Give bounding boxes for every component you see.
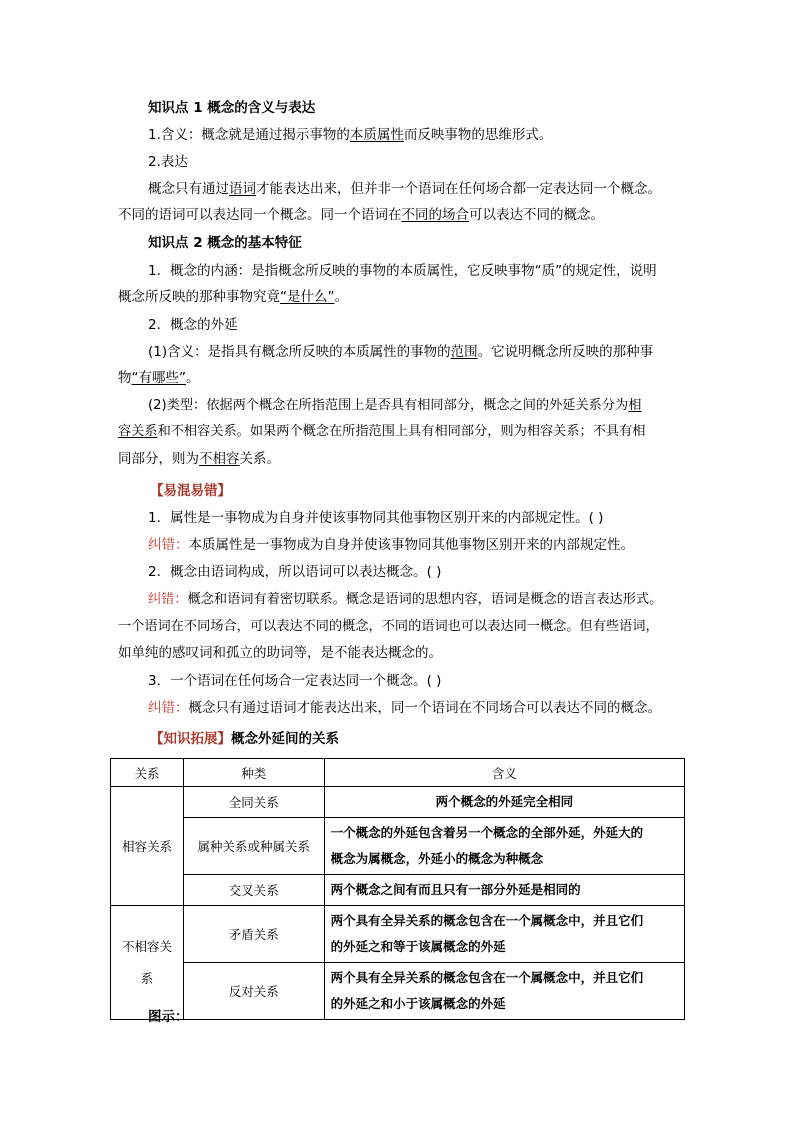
kind-cell: 全同关系	[183, 787, 324, 818]
header-meaning: 含义	[324, 759, 684, 787]
text: 概念所反映的那种事物究竟	[118, 289, 280, 305]
text: 。	[334, 289, 348, 305]
expansion-heading	[150, 729, 720, 749]
text: 1．概念的内涵：是指概念所反映的事物的本质属性，它反映事物	[148, 263, 535, 279]
underlined-key: 不相容	[199, 451, 240, 467]
section2-title: 知识点 2 概念的基本特征	[148, 235, 302, 251]
meaning-line: 两个具有全异关系的概念包含在一个属概念中，并且它们	[330, 970, 644, 985]
text: (2)类型：依据两个概念在所指范围上是否具有相同部分，概念之间的外延关系分为	[148, 398, 629, 413]
ext-type-line3	[118, 449, 688, 469]
ext-type-line2	[118, 422, 688, 442]
table-row	[111, 906, 685, 963]
meaning-line: 一个概念的外延包含着另一个概念的全部外延，外延大的	[330, 825, 644, 840]
correction-label: 纠错：	[148, 700, 189, 716]
kind-cell: 反对关系	[183, 963, 324, 1020]
group-line: 系	[140, 970, 154, 986]
meaning-cell: 两个概念之间有而且只有一部分外延是相同的	[324, 875, 684, 906]
text: 概念只有通过	[148, 181, 229, 197]
question-3: 3．一个语词在任何场合一定表达同一个概念。( )	[148, 673, 442, 689]
text: 关系。	[239, 451, 280, 467]
underlined-key: 本质属性	[349, 127, 404, 143]
ext-type-line1	[148, 396, 718, 416]
text: (1)含义：是指具有概念所反映的本质属性的事物的	[148, 344, 451, 360]
kind-cell: 矛盾关系	[183, 906, 324, 963]
meaning-line: 概念为属概念，外延小的概念为种概念	[330, 851, 544, 866]
underlined-key: “有哪些”	[131, 370, 186, 386]
header-relation: 关系	[111, 759, 184, 787]
text: 可以表达不同的概念。	[469, 207, 604, 223]
table-row	[111, 818, 685, 875]
question-1: 1．属性是一事物成为自身并使该事物同其他事物区别开来的内部规定性。( )	[148, 510, 604, 526]
ext-meaning-line2	[118, 368, 688, 388]
connotation-line2	[118, 287, 688, 307]
text: 和不相容关系。如果两个概念在所指范围上具有相同部分，则为相容关系；不具有相	[157, 424, 646, 439]
confusion-title: 【易混易错】	[150, 483, 231, 499]
text: 本质属性是一事物成为自身并使该事物同其他事物区别开来的内部规定性。	[188, 537, 634, 553]
section1-title: 知识点 1 概念的含义与表达	[148, 100, 316, 116]
extension-label: 2．概念的外延	[148, 317, 238, 333]
kind-cell: 交叉关系	[183, 875, 324, 906]
meaning-cell: 两个概念的外延完全相同	[324, 787, 684, 818]
meaning-line: 两个具有全异关系的概念包含在一个属概念中，并且它们	[330, 913, 644, 928]
correction-label: 纠错：	[148, 592, 188, 607]
answer-1	[148, 535, 718, 555]
table-header-row	[111, 759, 685, 787]
table-row	[111, 787, 685, 818]
text: 而反映事物的思维形式。	[403, 127, 553, 143]
meaning-line: 的外延之和等于该属概念的外延	[330, 939, 506, 954]
relations-table	[110, 758, 685, 1020]
correction-label: 纠错：	[148, 537, 189, 553]
text: 概念只有通过语词才能表达出来，同一个语词在不同场合可以表达不同的概念。	[188, 700, 661, 716]
group-compatible: 相容关系	[111, 787, 184, 906]
text: 才能表达出来，但并非一个语词在任何场合都一定表达同一个概念。	[256, 181, 661, 197]
ext-meaning-line1	[148, 342, 718, 362]
connotation-line1	[148, 261, 718, 281]
figure-label: 图示：	[148, 1009, 189, 1025]
text: 物	[118, 370, 132, 386]
expansion-title: 概念外延间的关系	[231, 731, 339, 747]
section1-express-line2	[118, 205, 688, 225]
answer-2-line1	[148, 590, 718, 610]
group-line: 不相容关	[121, 938, 172, 954]
section1-meaning	[148, 125, 718, 145]
meaning-cell	[324, 818, 684, 875]
section1-express-label: 2.表达	[148, 154, 188, 170]
answer-2-line2: 一个语词在不同场合，可以表达不同的概念，不同的语词也可以表达同一概念。但有些语词，	[118, 619, 659, 634]
kind-cell: 属种关系或种属关系	[183, 818, 324, 875]
text: 1.含义：概念就是通过揭示事物的	[148, 127, 350, 143]
meaning-line: 的外延之和小于该属概念的外延	[330, 996, 506, 1011]
header-kind: 种类	[183, 759, 324, 787]
text: 。	[186, 370, 200, 386]
underlined-key: “是什么”	[280, 289, 335, 305]
question-2: 2．概念由语词构成，所以语词可以表达概念。( )	[148, 564, 442, 580]
text: “质”	[534, 263, 563, 279]
answer-2-line3: 如单纯的感叹词和孤立的助词等，是不能表达概念的。	[118, 645, 442, 661]
group-incompatible	[111, 906, 184, 1020]
underlined-key: 相	[628, 398, 642, 413]
section1-express-line1	[148, 179, 718, 199]
underlined-key: 范围	[450, 344, 478, 360]
answer-3	[148, 698, 718, 718]
text: 的规定性，说明	[562, 263, 657, 279]
text: 概念和语词有着密切联系。概念是语词的思想内容，语词是概念的语言表达形式。	[187, 592, 663, 607]
meaning-cell	[324, 906, 684, 963]
expansion-tag: 【知识拓展】	[150, 731, 231, 747]
text: 。它说明概念所反映的那种事	[477, 344, 654, 360]
underlined-key: 语词	[229, 181, 256, 197]
underlined-key: 容关系	[118, 424, 158, 439]
underlined-key: 不同的场合	[401, 207, 469, 223]
text: 同部分，则为	[118, 451, 199, 467]
table-row	[111, 875, 685, 906]
text: 不同的语词可以表达同一个概念。同一个语词在	[118, 207, 402, 223]
